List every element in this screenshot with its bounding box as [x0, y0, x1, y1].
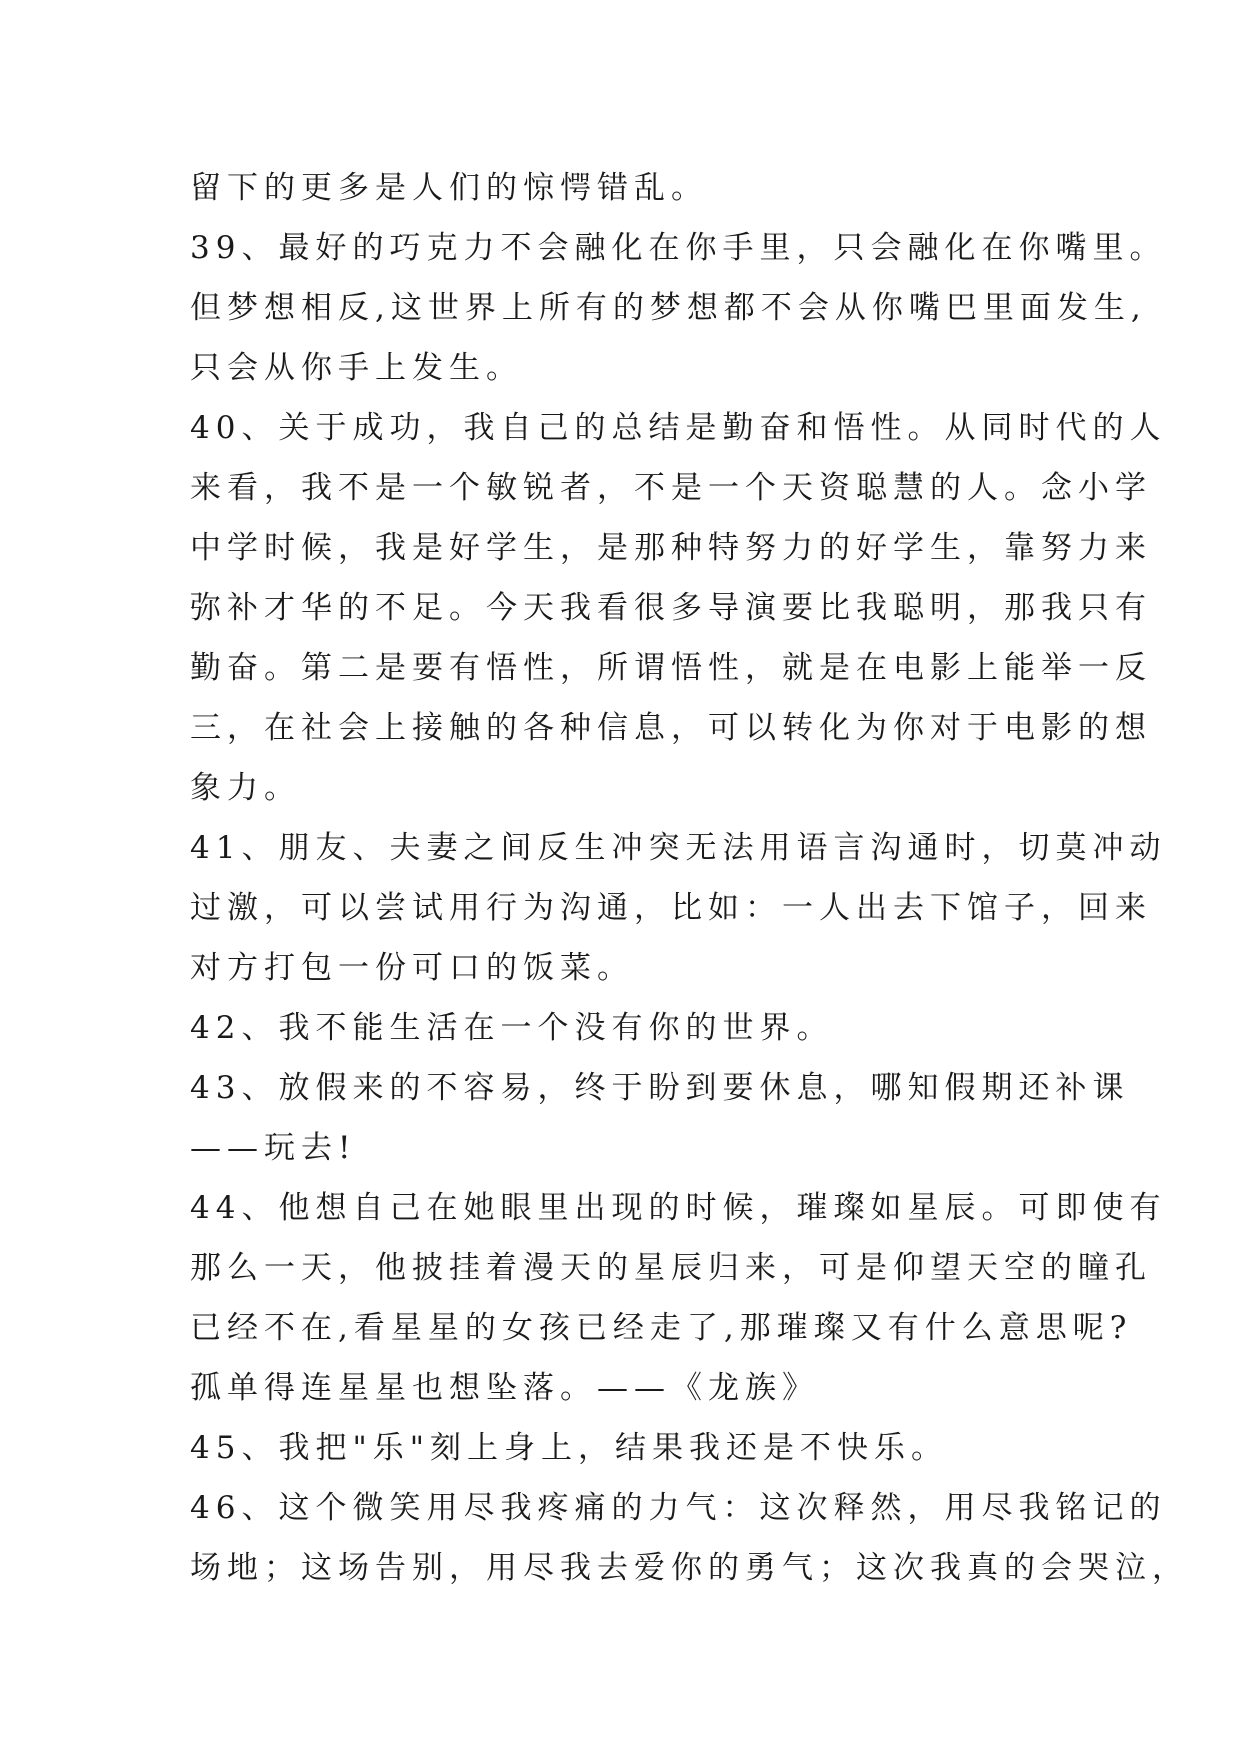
text-line: 勤奋。第二是要有悟性，所谓悟性，就是在电影上能举一反: [190, 650, 1152, 686]
text-line: 孤单得连星星也想坠落。——《龙族》: [190, 1370, 819, 1406]
text-line: 象力。: [190, 770, 301, 806]
text-line: 留下的更多是人们的惊愕错乱。: [190, 170, 708, 206]
text-line: 来看，我不是一个敏锐者，不是一个天资聪慧的人。念小学: [190, 470, 1152, 506]
text-line: ——玩去!: [190, 1130, 357, 1166]
text-line: 只会从你手上发生。: [190, 350, 523, 386]
text-line: 过激，可以尝试用行为沟通，比如：一人出去下馆子，回来: [190, 890, 1152, 926]
text-line: 已经不在,看星星的女孩已经走了,那璀璨又有什么意思呢?: [190, 1310, 1133, 1346]
text-line: 对方打包一份可口的饭菜。: [190, 950, 634, 986]
text-line: 那么一天，他披挂着漫天的星辰归来，可是仰望天空的瞳孔: [190, 1250, 1152, 1286]
text-line: 46、这个微笑用尽我疼痛的力气：这次释然，用尽我铭记的: [190, 1490, 1167, 1526]
text-line: 44、他想自己在她眼里出现的时候，璀璨如星辰。可即使有: [190, 1190, 1167, 1226]
text-line: 弥补才华的不足。今天我看很多导演要比我聪明，那我只有: [190, 590, 1152, 626]
text-line: 但梦想相反,这世界上所有的梦想都不会从你嘴巴里面发生,: [190, 290, 1147, 326]
text-line: 41、朋友、夫妻之间反生冲突无法用语言沟通时，切莫冲动: [190, 830, 1167, 866]
text-line: 三，在社会上接触的各种信息，可以转化为你对于电影的想: [190, 710, 1152, 746]
text-line: 45、我把"乐"刻上身上，结果我还是不快乐。: [190, 1430, 948, 1466]
text-line: 中学时候，我是好学生，是那种特努力的好学生，靠努力来: [190, 530, 1152, 566]
text-line: 43、放假来的不容易，终于盼到要休息，哪知假期还补课: [190, 1070, 1130, 1106]
text-line: 场地；这场告别，用尽我去爱你的勇气；这次我真的会哭泣，: [190, 1550, 1189, 1586]
text-line: 40、关于成功，我自己的总结是勤奋和悟性。从同时代的人: [190, 410, 1167, 446]
text-line: 42、我不能生活在一个没有你的世界。: [190, 1010, 834, 1046]
text-line: 39、最好的巧克力不会融化在你手里，只会融化在你嘴里。: [190, 230, 1167, 266]
